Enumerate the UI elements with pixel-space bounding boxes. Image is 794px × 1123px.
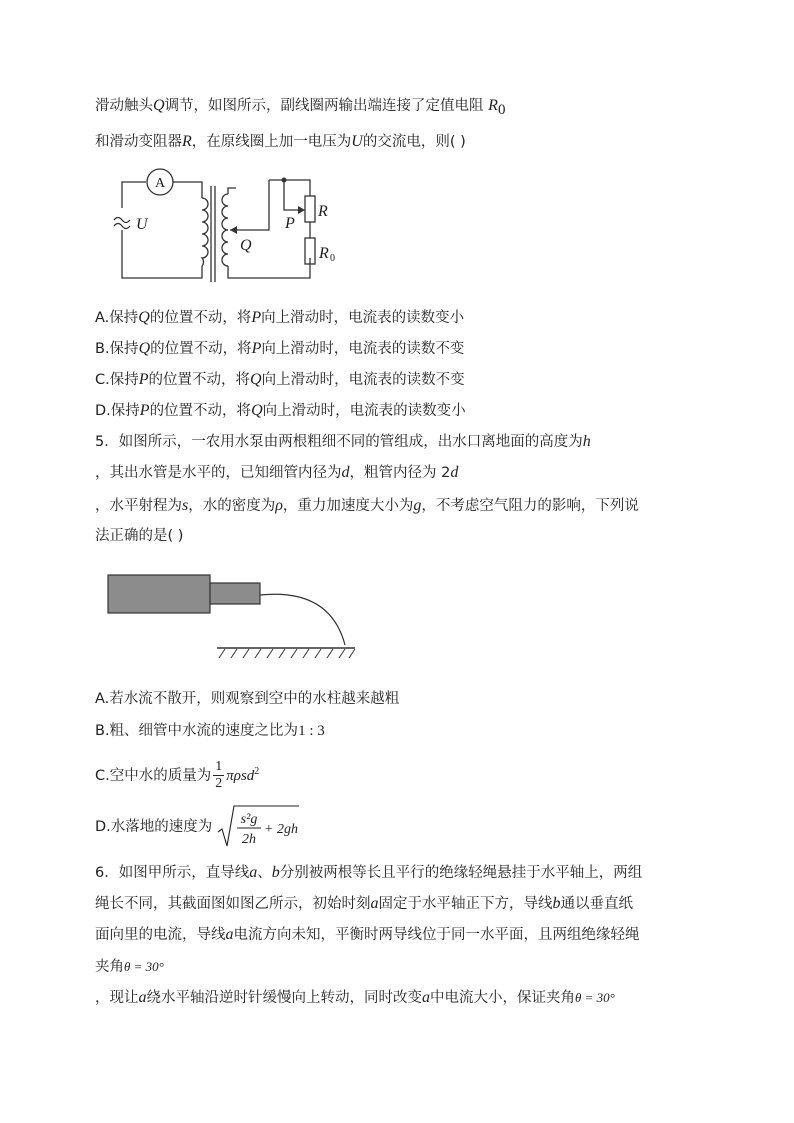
text: C.保持 — [95, 372, 139, 388]
q6-line5 — [95, 988, 615, 1008]
text: 和滑动变阻器 — [95, 134, 182, 150]
fraction — [213, 759, 224, 792]
var-b: b — [271, 864, 280, 881]
var-h: h — [582, 433, 591, 450]
text: D.保持 — [95, 403, 140, 419]
var-R0: R — [488, 97, 498, 114]
q4-option-c — [95, 370, 465, 390]
q4-intro-line2 — [95, 132, 466, 152]
text: ，粗管内径为 2 — [349, 465, 451, 481]
var: Q — [138, 340, 151, 357]
text: 5．如图所示，一农用水泵由两根粗细不同的管组成，出水口离地面的高度为 — [95, 434, 583, 450]
sqrt-numerator: s²g — [240, 812, 258, 827]
text: 的位置不动，将 — [150, 341, 252, 357]
superscript: 2 — [254, 766, 260, 777]
water-stream — [260, 594, 345, 645]
ratio: 1 : 3 — [298, 723, 325, 739]
var: Q — [251, 402, 263, 419]
text: 的位置不动，将 — [148, 372, 251, 388]
sqrt-sign-icon — [217, 804, 299, 850]
text: ，水平射程为 — [95, 498, 182, 514]
p-label: P — [285, 215, 295, 232]
r0-label: R — [319, 245, 329, 262]
ammeter-label: A — [154, 176, 166, 191]
var: Q — [138, 309, 150, 326]
q6-line4 — [95, 957, 164, 977]
text: 面向里的电流，导线 — [95, 927, 226, 943]
var-b: b — [552, 895, 561, 912]
q5-option-a — [95, 689, 399, 709]
sec-wire-bottom — [228, 258, 310, 278]
ground-hatching — [219, 649, 355, 658]
var-rho: ρ — [275, 497, 283, 514]
text: ，水的密度为 — [188, 498, 276, 514]
var-a: a — [422, 989, 430, 1006]
source-label: U — [136, 216, 148, 233]
text: B.粗、细管中水流的速度之比为 — [95, 723, 299, 739]
var-d: d — [450, 464, 459, 481]
text: ，现让 — [95, 990, 139, 1006]
text: 通以垂直纸 — [560, 896, 633, 912]
ac-symbol-2 — [114, 224, 130, 229]
text: A.保持 — [95, 310, 139, 326]
q5-option-c — [95, 755, 259, 793]
text: 6．如图甲所示，直导线 — [95, 865, 250, 881]
text: 向上滑动时，电流表的读数不变 — [261, 372, 465, 388]
var: P — [139, 402, 150, 419]
text: 调节，如图所示，副线圈两输出端连接了定值电阻 — [164, 98, 484, 114]
text: ，不考虑空气阻力的影响，下列说 — [421, 498, 639, 514]
text: D.水落地的速度为 — [95, 819, 213, 835]
q4-option-a — [95, 308, 464, 328]
var-a: a — [225, 926, 234, 943]
numerator: 1 — [215, 759, 223, 775]
q4-option-b — [95, 339, 464, 359]
text: 的位置不动，将 — [149, 310, 252, 326]
q5-option-d — [95, 804, 299, 850]
sqrt-tail: + 2gh — [263, 822, 298, 837]
sqrt-expression — [217, 804, 299, 850]
var-s: s — [182, 497, 189, 514]
text: 向上滑动时，电流表的读数变小 — [261, 310, 465, 326]
var-R: R — [182, 133, 192, 150]
q6-line1 — [95, 863, 642, 883]
primary-wire-top-right — [173, 182, 202, 198]
text: 绕水平轴沿逆时针缓慢向上转动，同时改变 — [146, 990, 422, 1006]
transformer-circuit-figure — [110, 168, 350, 290]
text: 电流方向未知，平衡时两导线位于同一水平面，且两组绝缘轻绳 — [233, 927, 640, 943]
q5-line1 — [95, 432, 591, 452]
var-Q: Q — [153, 97, 165, 114]
text: 固定于水平轴正下方，导线 — [378, 896, 553, 912]
text: ，在原线圈上加一电压为 — [191, 134, 352, 150]
text: 法正确的是( ) — [95, 528, 184, 544]
q-label: Q — [240, 237, 252, 254]
text: 绳长不同，其截面图如图乙所示，初始时刻 — [95, 896, 371, 912]
var-a: a — [138, 989, 147, 1006]
text: B.保持 — [95, 341, 139, 357]
sec-wire-top — [269, 180, 310, 196]
text: 滑动触头 — [95, 98, 153, 114]
text: A.若水流不散开，则观察到空中的水柱越来越粗 — [95, 691, 400, 707]
var-a: a — [370, 895, 379, 912]
var: P — [138, 371, 149, 388]
expression: πρsd — [226, 767, 255, 784]
text: ，其出水管是水平的，已知细管内径为 — [95, 465, 342, 481]
text: 、 — [257, 865, 272, 881]
theta-value: θ = 30° — [575, 990, 615, 1005]
sec-wire-top-stub — [228, 188, 236, 194]
q6-line2 — [95, 894, 633, 914]
primary-wire-top-left — [122, 182, 146, 208]
q4-option-d — [95, 401, 466, 421]
var: P — [251, 340, 262, 357]
q6-line3 — [95, 925, 640, 945]
r-label: R — [318, 203, 328, 220]
subscript: 0 — [497, 101, 506, 118]
text: 分别被两根等长且平行的绝缘轻绳悬挂于水平轴上，两组 — [279, 865, 643, 881]
thin-pipe — [210, 583, 260, 604]
q-arrow — [230, 226, 237, 234]
var-g: g — [413, 497, 422, 514]
var: P — [251, 309, 262, 326]
q5-line2 — [95, 463, 458, 483]
sqrt-denominator: 2h — [241, 832, 256, 847]
q5-line4 — [95, 526, 183, 546]
var: Q — [250, 371, 262, 388]
primary-coil — [202, 198, 208, 266]
junction-dot — [282, 178, 287, 183]
var-a: a — [249, 864, 258, 881]
thick-pipe — [108, 575, 210, 613]
text: C.空中水的质量为 — [95, 767, 212, 784]
r0-sub: 0 — [330, 253, 335, 264]
resistor-R — [305, 196, 315, 222]
var-U: U — [351, 133, 363, 150]
ac-symbol-1 — [114, 218, 130, 223]
denominator: 2 — [215, 776, 223, 792]
q4-intro-line1 — [95, 96, 505, 120]
p-arrow — [298, 206, 305, 214]
q5-line3 — [95, 496, 639, 516]
theta-value: θ = 30° — [124, 959, 164, 974]
p-slider-wire — [284, 180, 304, 210]
primary-wire-bottom — [122, 230, 202, 278]
text: 的交流电，则( ) — [362, 134, 466, 150]
secondary-coil — [222, 194, 228, 266]
water-pump-figure — [105, 568, 365, 664]
text: 夹角 — [95, 959, 124, 975]
text: 向上滑动时，电流表的读数不变 — [261, 341, 465, 357]
var-d: d — [341, 464, 350, 481]
text: 的位置不动，将 — [149, 403, 252, 419]
q5-option-b — [95, 721, 325, 741]
text: 中电流大小，保证夹角 — [430, 990, 575, 1006]
text: ，重力加速度大小为 — [282, 498, 414, 514]
text: 向上滑动时，电流表的读数变小 — [262, 403, 466, 419]
